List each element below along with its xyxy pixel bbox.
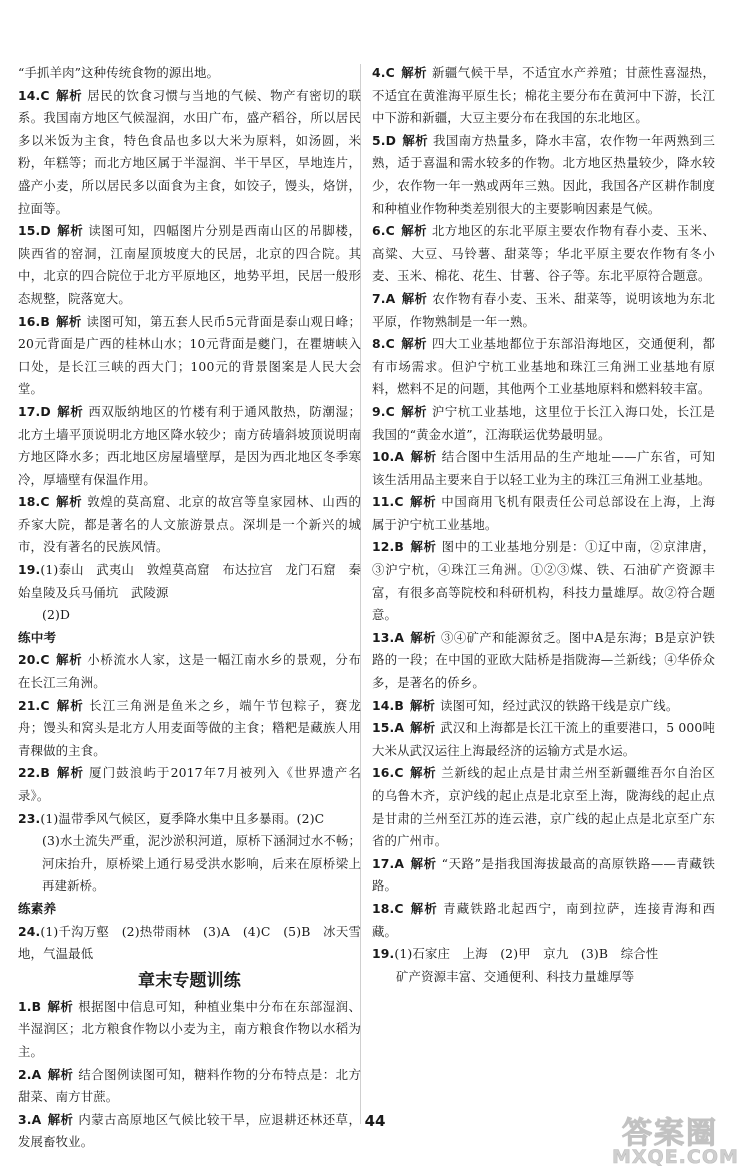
analysis-tag: 解析 — [55, 697, 85, 713]
item-text: 我国南方热量多，降水丰富，农作物一年两熟到三熟，适于喜温和需水较多的作物。北方地区热量较少，降水较少，农作物一年一熟或两年三熟。因此，我国各产区耕作制度和种植业作物种类差别很大的主要影响因素是气候。 — [372, 132, 715, 216]
answer-item-r12 — [372, 536, 715, 626]
item-text: 武汉和上海都是长江干流上的重要港口，5 000吨大米从武汉运往上海最经济的运输方式是水运。 — [372, 720, 715, 758]
item-text: (1)千沟万壑 (2)热带雨林 (3)A (4)C (5)B 冰天雪地，气温最低 — [18, 923, 361, 962]
item-number: 22.B — [18, 765, 50, 781]
answer-item-r13 — [372, 627, 715, 695]
item-text: 中国商用飞机有限责任公司总部设在上海，上海属于沪宁杭工业基地。 — [372, 494, 715, 532]
item-number: 17.A — [372, 855, 405, 871]
analysis-tag: 解析 — [410, 449, 437, 465]
item-text: 北方地区的东北平原主要农作物有春小麦、玉米、高粱、大豆、马铃薯、甜菜等；华北平原主要农作物有冬小麦、玉米、棉花、花生、甘薯、谷子等。东北平原符合题意。 — [372, 223, 715, 284]
section-label-suyang: 练素养 — [18, 900, 57, 916]
analysis-tag: 解析 — [410, 855, 437, 871]
answer-item-r18 — [372, 898, 715, 943]
item-text: 居民的饮食习惯与当地的气候、物产有密切的联系。我国南方地区气候湿润，水田广布，盛产稻谷，所以居民多以米饭为主食，特色食品也多以大米为原料，如汤圆，米粉，年糕等；而北方地区属于半湿润、半干旱区，旱地连片，盛产小麦，所以居民多以面食为主食，如饺子，馒头，烙饼，拉面等。 — [18, 87, 361, 216]
analysis-tag: 解析 — [56, 765, 85, 781]
item-number: 15.A — [372, 720, 405, 736]
item-text: 四大工业基地都位于东部沿海地区，交通便利，都有市场需求。但沪宁杭工业基地和珠江三角洲工业基地有原料，燃料不足的问题，其他两个工业基地原料和燃料较丰富。 — [372, 336, 715, 397]
page-number: 44 — [364, 1112, 386, 1130]
item-number: 4.C — [372, 65, 395, 80]
right-column — [372, 62, 715, 988]
analysis-tag: 解析 — [400, 336, 427, 352]
item-text: 结合图例读图可知，糖料作物的分布特点是：北方甜菜、南方甘蔗。 — [18, 1066, 361, 1105]
item-number: 9.C — [372, 403, 395, 419]
analysis-tag: 解析 — [55, 652, 83, 668]
item-number: 8.C — [372, 336, 395, 352]
item-number: 20.C — [18, 652, 50, 668]
item-text: 长江三角洲是鱼米之乡，端午节包粽子，赛龙舟；馒头和窝头是北方人用麦面等做的主食；糌粑是藏族人用青稞做的主食。 — [18, 697, 361, 758]
item-text: (1)泰山 武夷山 敦煌莫高窟 布达拉宫 龙门石窟 秦始皇陵及兵马俑坑 武陵源 — [18, 562, 361, 600]
item-text: 根据图中信息可知，种植业集中分布在东部湿润、半湿润区；北方粮食作物以小麦为主，南方粮食作物以水稻为主。 — [18, 998, 361, 1059]
analysis-tag: 解析 — [409, 900, 439, 916]
item-text: 厦门鼓浪屿于2017年7月被列入《世界遗产名录》。 — [18, 765, 361, 803]
item-number: 15.D — [18, 223, 51, 239]
answer-item-r7 — [372, 288, 715, 333]
item-number: 13.A — [372, 629, 405, 645]
answer-item-r10 — [372, 446, 715, 491]
analysis-tag: 解析 — [409, 765, 437, 781]
item-text: 兰新线的起止点是甘肃兰州至新疆维吾尔自治区的乌鲁木齐，京沪线的起止点是北京至上海，陇海线的起止点是甘肃的兰州至江苏的连云港，京广线的起止点是北京至广东省的广州市。 — [372, 765, 715, 849]
analysis-tag: 解析 — [410, 697, 436, 713]
item-text: 小桥流水人家，这是一幅江南水乡的景观，分布在长江三角洲。 — [18, 652, 361, 691]
analysis-tag: 解析 — [47, 1066, 74, 1082]
item-number: 14.B — [372, 697, 404, 713]
answer-item-r15 — [372, 717, 715, 762]
answer-item-r8 — [372, 333, 715, 401]
answer-item-r9 — [372, 401, 715, 446]
item-number: 6.C — [372, 223, 395, 239]
item-text: “天路”是指我国海拔最高的高原铁路——青藏铁路。 — [372, 855, 715, 894]
analysis-tag: 解析 — [56, 403, 84, 419]
section-label-zhongkao: 练中考 — [18, 629, 57, 645]
answer-item-20 — [18, 649, 361, 694]
item-number: 24. — [18, 923, 41, 939]
item-number: 3.A — [18, 1111, 42, 1127]
analysis-tag: 解析 — [400, 223, 427, 239]
analysis-tag: 解析 — [47, 998, 74, 1014]
answer-item-c1 — [18, 996, 361, 1064]
item-number: 19. — [18, 562, 41, 578]
item-text: 图中的工业基地分别是：①辽中南，②京津唐，③沪宁杭，④珠江三角洲。①②③煤、铁、石油矿产资源丰富，有很多高等院校和科研机构，科技力量雄厚。故②符合题意。 — [372, 539, 715, 623]
analysis-tag: 解析 — [410, 539, 437, 555]
analysis-tag: 解析 — [56, 313, 82, 329]
item-text: 西双版纳地区的竹楼有利于通风散热，防潮湿；北方土墙平顶说明北方地区降水较少；南方砖墙斜坡顶说明南方地区降水多；西北地区房屋墙壁厚，是因为西北地区冬季寒冷，厚墙壁有保温作用。 — [18, 403, 361, 487]
answer-item-18 — [18, 491, 361, 559]
item-text: (1)石家庄 上海 (2)甲 京九 (3)B 综合性 — [394, 946, 659, 962]
answer-item-14 — [18, 85, 361, 221]
item-number: 11.C — [372, 494, 404, 510]
analysis-tag: 解析 — [410, 629, 436, 645]
analysis-tag: 解析 — [402, 132, 429, 148]
answer-item-r19-part2: 矿产资源丰富、交通便利、科技力量雄厚等 — [396, 968, 635, 984]
item-number: 5.D — [372, 132, 397, 148]
analysis-tag: 解析 — [56, 223, 84, 239]
item-text: 读图可知，经过武汉的铁路干线是京广线。 — [440, 697, 679, 713]
item-number: 2.A — [18, 1066, 42, 1082]
item-text: 农作物有春小麦、玉米、甜菜等，说明该地为东北平原，作物熟制是一年一熟。 — [372, 290, 715, 329]
analysis-tag: 解析 — [400, 403, 427, 419]
item-text: 新疆气候干旱，不适宜水产养殖；甘蔗性喜湿热，不适宜在黄淮海平原生长；棉花主要分布在黄河中下游，长江中下游和新疆，大豆主要分布在我国的东北地区。 — [372, 65, 715, 126]
watermark-url: MXQE.COM — [612, 1146, 739, 1168]
item-number: 12.B — [372, 539, 404, 555]
answer-item-23-part2: (3)水土流失严重，泥沙淤积河道，原桥下涵洞过水不畅；河床抬升，原桥梁上通行易受洪水影响，后来在原桥梁上再建新桥。 — [42, 833, 361, 894]
item-number: 19. — [372, 946, 395, 962]
answer-item-r11 — [372, 491, 715, 536]
answer-item-r14 — [372, 695, 715, 718]
item-number: 18.C — [18, 494, 50, 510]
item-number: 18.C — [372, 900, 404, 916]
analysis-tag: 解析 — [47, 1111, 74, 1127]
item-text: 读图可知，第五套人民币5元背面是泰山观日峰；20元背面是广西的桂林山水；10元背面是夔门，在瞿塘峡入口处，是长江三峡的西大门；100元的背景图案是人民大会堂。 — [18, 313, 361, 397]
answer-item-r6 — [372, 220, 715, 288]
answer-item-r4 — [372, 62, 715, 130]
item-number: 16.C — [372, 765, 404, 781]
answer-item-19-part2: (2)D — [42, 607, 71, 623]
analysis-tag: 解析 — [409, 494, 437, 510]
item-number: 14.C — [18, 87, 50, 103]
answer-item-r5 — [372, 130, 715, 220]
item-number: 1.B — [18, 998, 42, 1014]
item-text: 沪宁杭工业基地，这里位于长江入海口处，长江是我国的“黄金水道”，江海联运优势最明显。 — [372, 403, 715, 442]
answer-item-22 — [18, 762, 361, 807]
watermark-logo — [608, 1108, 742, 1170]
continuation-text: “手抓羊肉”这种传统食物的源出地。 — [18, 65, 220, 80]
item-text: 读图可知，四幅图片分别是西南山区的吊脚楼，陕西省的窑洞，江南屋顶坡度大的民居，北京的四合院。其中，北京的四合院位于北方平原地区，地势平坦，民居一般形态规整，院落宽大。 — [18, 223, 361, 306]
item-text: 内蒙古高原地区气候比较干旱，应退耕还林还草，发展畜牧业。 — [18, 1111, 361, 1150]
answer-item-17 — [18, 401, 361, 491]
item-text: 青藏铁路北起西宁，南到拉萨，连接青海和西藏。 — [372, 900, 715, 939]
analysis-tag: 解析 — [400, 65, 427, 80]
analysis-tag: 解析 — [401, 290, 428, 306]
analysis-tag: 解析 — [410, 720, 436, 736]
answer-item-15 — [18, 220, 361, 310]
item-number: 7.A — [372, 290, 396, 306]
item-number: 17.D — [18, 403, 51, 419]
chapter-title: 章末专题训练 — [138, 970, 241, 991]
analysis-tag: 解析 — [55, 87, 83, 103]
answer-item-21 — [18, 695, 361, 763]
left-column — [18, 62, 361, 1154]
answer-item-23 — [18, 808, 361, 831]
answer-item-r16 — [372, 762, 715, 852]
item-number: 16.B — [18, 313, 50, 329]
item-text: (1)温带季风气候区，夏季降水集中且多暴雨。(2)C — [40, 810, 325, 826]
item-text: 敦煌的莫高窟、北京的故宫等皇家园林、山西的乔家大院，都是著名的人文旅游景点。深圳是一个新兴的城市，没有著名的民族风情。 — [18, 494, 361, 555]
analysis-tag: 解析 — [55, 494, 83, 510]
answer-item-16 — [18, 311, 361, 401]
answer-item-r19 — [372, 943, 715, 966]
item-text: ③④矿产和能源贫乏。图中A是东海；B是京沪铁路的一段；在中国的亚欧大陆桥是指陇海—兰新线；④华侨众多，是著名的侨乡。 — [372, 629, 715, 691]
answer-item-19 — [18, 559, 361, 604]
answer-item-c2 — [18, 1064, 361, 1109]
answer-item-r17 — [372, 853, 715, 898]
item-text: 结合图中生活用品的生产地址——广东省，可知该生活用品主要来自于以轻工业为主的珠江三角洲工业基地。 — [372, 449, 715, 487]
watermark-logo-text: 答案圈 — [622, 1116, 718, 1151]
item-number: 21.C — [18, 697, 50, 713]
item-number: 10.A — [372, 449, 405, 465]
item-number: 23. — [18, 810, 41, 826]
answer-item-24 — [18, 921, 361, 966]
